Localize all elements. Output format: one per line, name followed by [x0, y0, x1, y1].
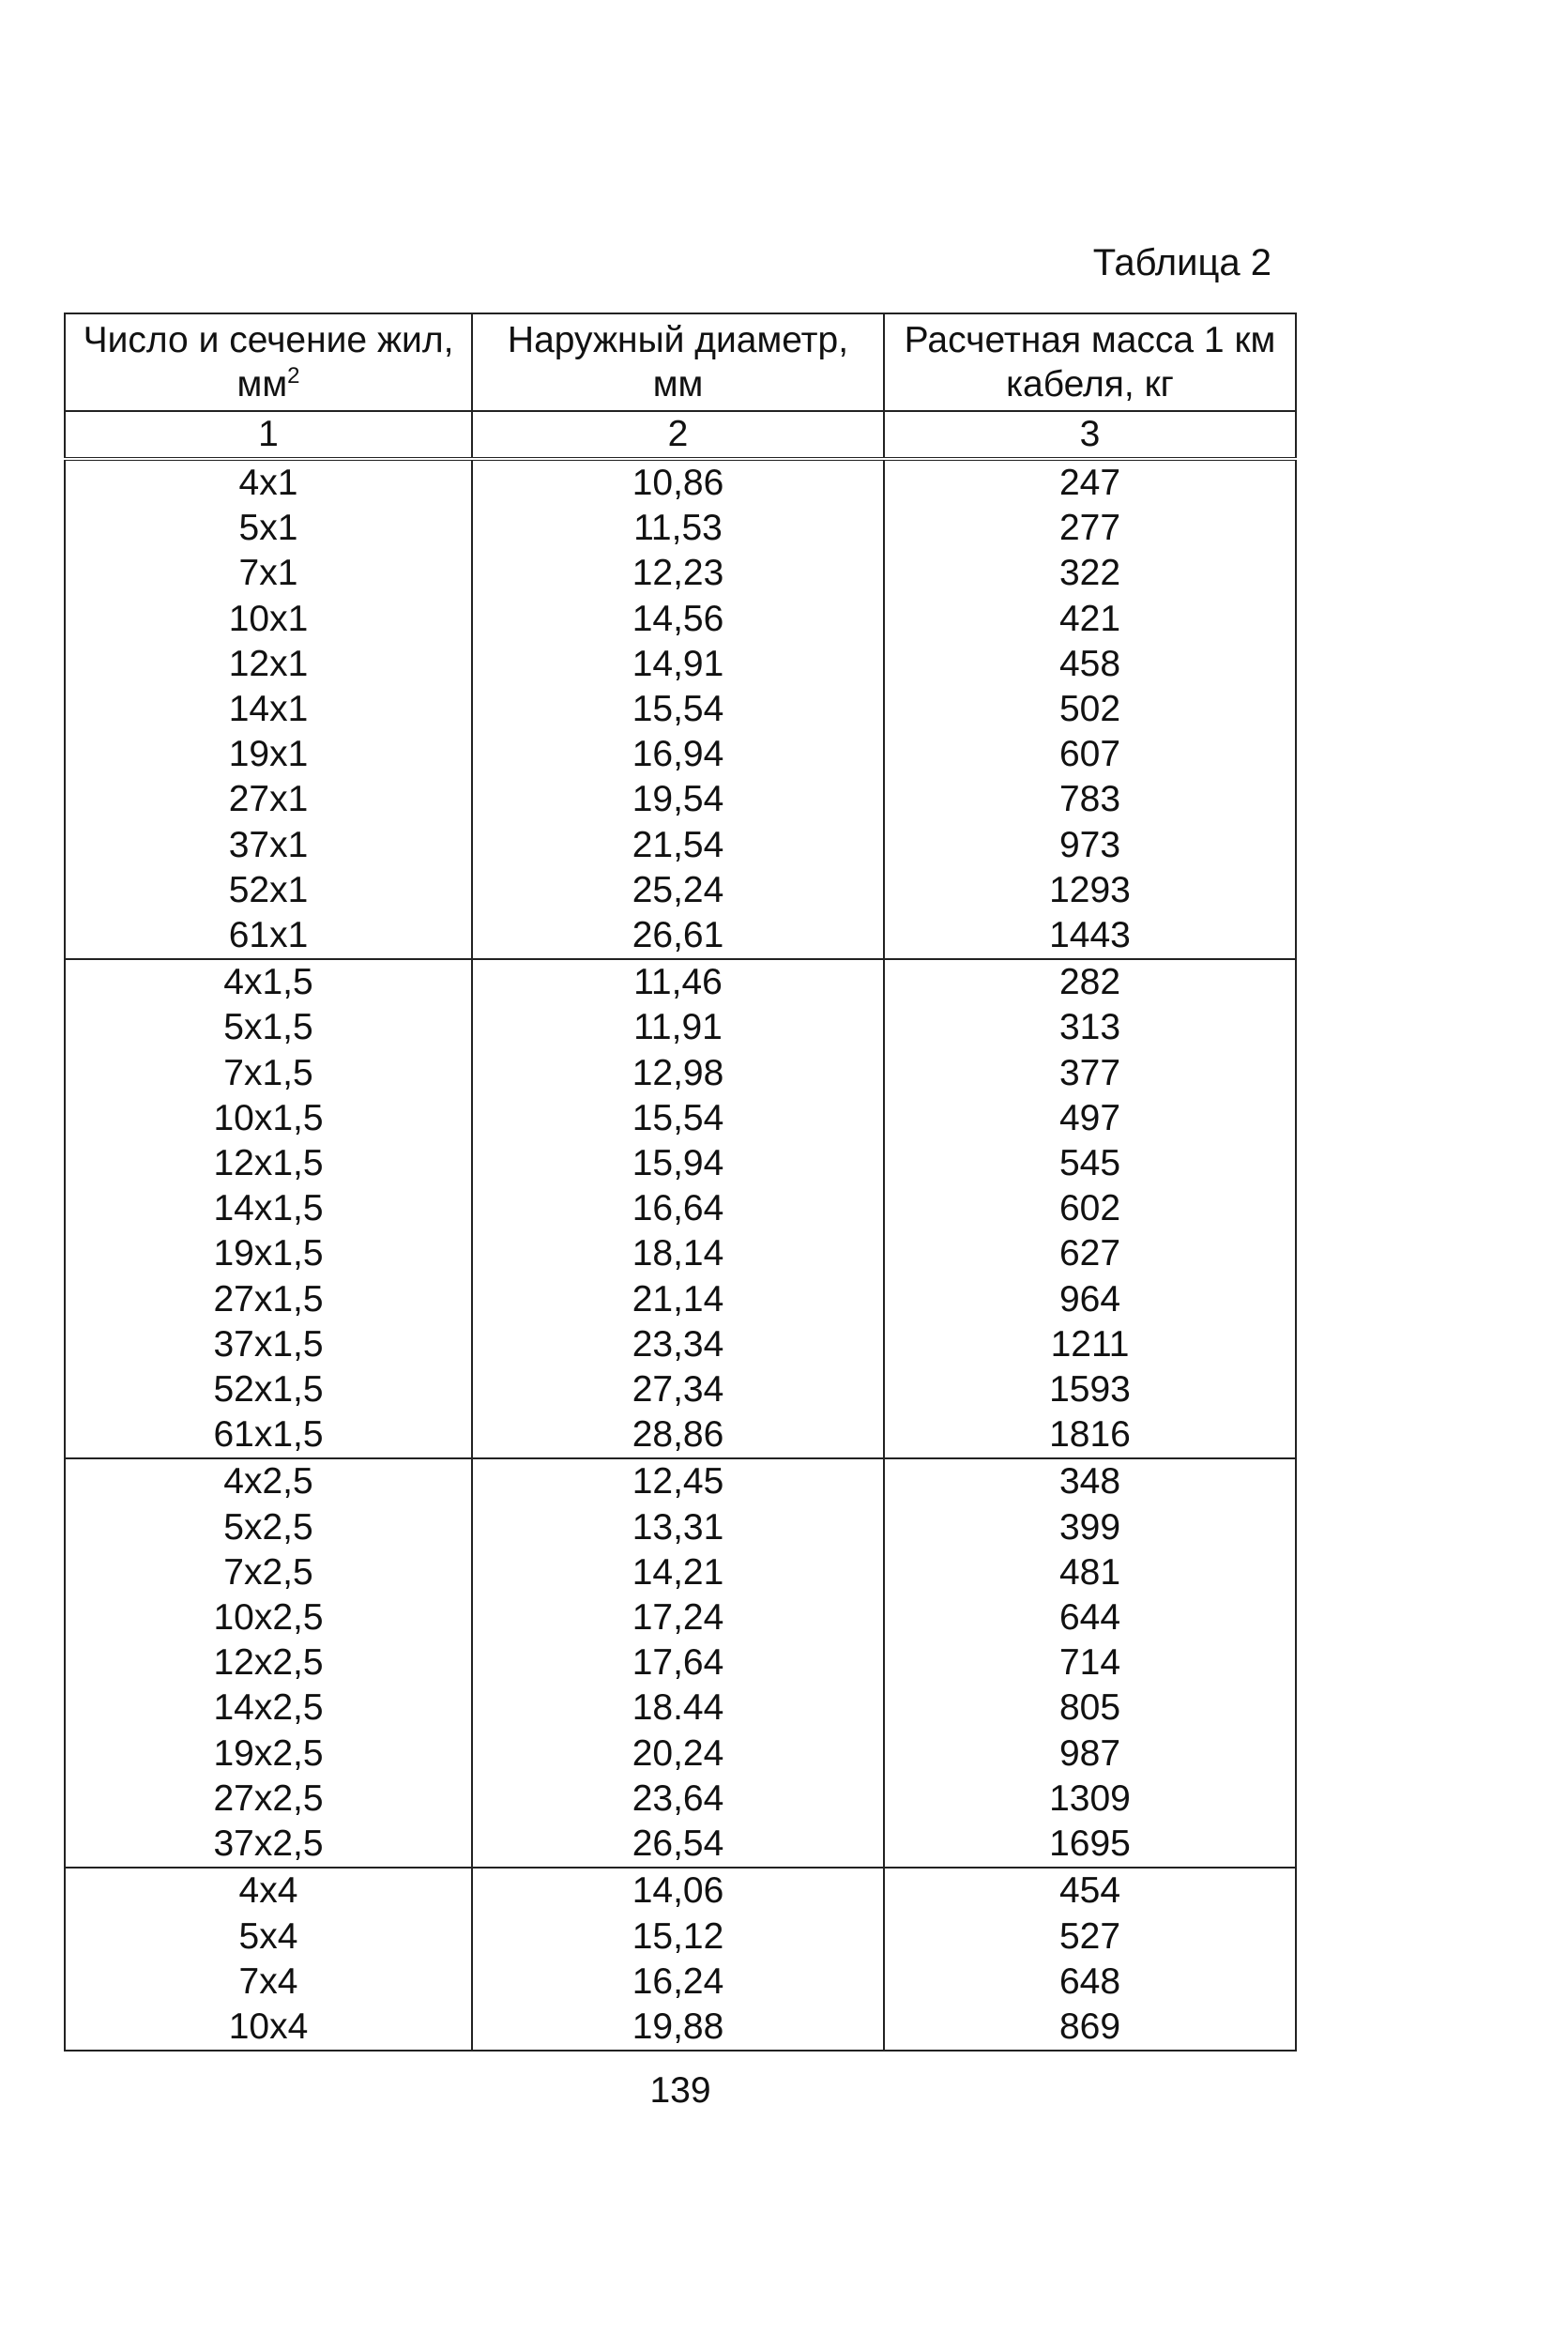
cell-mass: 987 [884, 1731, 1296, 1777]
cell-diameter: 27,34 [472, 1367, 884, 1412]
column-header-section-label: Число и сечение жил, мм [83, 320, 454, 404]
table-row [65, 506, 1296, 551]
cell-mass: 973 [884, 823, 1296, 868]
page-number: 139 [649, 2070, 711, 2111]
cell-section: 12х2,5 [65, 1640, 472, 1685]
table-row [65, 1051, 1296, 1096]
column-number-1: 1 [65, 411, 472, 459]
cell-diameter: 11,53 [472, 506, 884, 551]
cell-diameter: 21,14 [472, 1277, 884, 1322]
table-row [65, 1186, 1296, 1231]
cell-mass: 1593 [884, 1367, 1296, 1412]
cell-diameter: 12,98 [472, 1051, 884, 1096]
table-body [65, 459, 1296, 2051]
cell-mass: 377 [884, 1051, 1296, 1096]
cell-mass: 545 [884, 1141, 1296, 1186]
table-row [65, 1640, 1296, 1685]
cell-diameter: 26,54 [472, 1822, 884, 1868]
table-row [65, 1960, 1296, 2005]
cell-mass: 348 [884, 1458, 1296, 1504]
table-row [65, 1096, 1296, 1141]
table-row [65, 1367, 1296, 1412]
column-header-section-superscript: 2 [287, 363, 300, 389]
cell-section: 7х4 [65, 1960, 472, 2005]
cell-section: 61х1 [65, 913, 472, 959]
table-row [65, 1277, 1296, 1322]
table-row [65, 1231, 1296, 1276]
cell-section: 19х1 [65, 732, 472, 777]
cell-diameter: 15,12 [472, 1914, 884, 1960]
cell-section: 10х2,5 [65, 1595, 472, 1640]
cell-section: 37х1,5 [65, 1322, 472, 1367]
cell-section: 12х1 [65, 642, 472, 687]
cell-section: 14х2,5 [65, 1685, 472, 1731]
table-row [65, 1595, 1296, 1640]
cell-section: 5х1,5 [65, 1005, 472, 1050]
column-number-3: 3 [884, 411, 1296, 459]
cell-mass: 1695 [884, 1822, 1296, 1868]
cell-section: 5х1 [65, 506, 472, 551]
cell-section: 27х1,5 [65, 1277, 472, 1322]
cell-diameter: 19,88 [472, 2005, 884, 2051]
cell-diameter: 14,06 [472, 1868, 884, 1914]
cell-section: 52х1 [65, 868, 472, 913]
cell-mass: 1309 [884, 1777, 1296, 1822]
cell-mass: 282 [884, 959, 1296, 1005]
cell-section: 10х4 [65, 2005, 472, 2051]
cell-section: 27х2,5 [65, 1777, 472, 1822]
cell-section: 61х1,5 [65, 1412, 472, 1458]
cell-mass: 313 [884, 1005, 1296, 1050]
column-number-row [65, 411, 1296, 459]
cell-mass: 869 [884, 2005, 1296, 2051]
table-row [65, 1005, 1296, 1050]
cell-diameter: 15,54 [472, 687, 884, 732]
cell-section: 52х1,5 [65, 1367, 472, 1412]
cell-section: 27х1 [65, 777, 472, 822]
cell-diameter: 16,94 [472, 732, 884, 777]
table-row [65, 1914, 1296, 1960]
table-row [65, 642, 1296, 687]
cell-mass: 497 [884, 1096, 1296, 1141]
column-header-section [65, 313, 472, 411]
cell-section: 4х1,5 [65, 959, 472, 1005]
cell-mass: 527 [884, 1914, 1296, 1960]
cell-diameter: 17,24 [472, 1595, 884, 1640]
table-row [65, 1412, 1296, 1458]
cell-diameter: 25,24 [472, 868, 884, 913]
cell-mass: 1293 [884, 868, 1296, 913]
cell-diameter: 18.44 [472, 1685, 884, 1731]
table-row [65, 2005, 1296, 2051]
cell-diameter: 23,64 [472, 1777, 884, 1822]
table-row [65, 732, 1296, 777]
cell-section: 37х1 [65, 823, 472, 868]
cell-section: 10х1 [65, 597, 472, 642]
cell-diameter: 11,46 [472, 959, 884, 1005]
table-row [65, 823, 1296, 868]
cell-diameter: 12,23 [472, 551, 884, 596]
cell-diameter: 14,91 [472, 642, 884, 687]
cell-mass: 502 [884, 687, 1296, 732]
column-header-diameter: Наружный диаметр, мм [472, 313, 884, 411]
cell-mass: 602 [884, 1186, 1296, 1231]
cell-diameter: 21,54 [472, 823, 884, 868]
cell-mass: 454 [884, 1868, 1296, 1914]
cell-section: 10х1,5 [65, 1096, 472, 1141]
cell-section: 19х2,5 [65, 1731, 472, 1777]
cell-mass: 627 [884, 1231, 1296, 1276]
cell-diameter: 12,45 [472, 1458, 884, 1504]
cell-diameter: 13,31 [472, 1505, 884, 1550]
cell-mass: 783 [884, 777, 1296, 822]
cell-diameter: 20,24 [472, 1731, 884, 1777]
cell-section: 12х1,5 [65, 1141, 472, 1186]
table-row [65, 959, 1296, 1005]
cell-mass: 805 [884, 1685, 1296, 1731]
cell-diameter: 11,91 [472, 1005, 884, 1050]
table-row [65, 777, 1296, 822]
cell-section: 5х2,5 [65, 1505, 472, 1550]
cell-mass: 247 [884, 459, 1296, 506]
header-row [65, 313, 1296, 411]
table-row [65, 597, 1296, 642]
cell-mass: 277 [884, 506, 1296, 551]
table-row [65, 868, 1296, 913]
cell-section: 7х1,5 [65, 1051, 472, 1096]
cell-diameter: 10,86 [472, 459, 884, 506]
cell-diameter: 15,94 [472, 1141, 884, 1186]
table-row [65, 1141, 1296, 1186]
table-row [65, 1822, 1296, 1868]
cell-mass: 458 [884, 642, 1296, 687]
cell-diameter: 28,86 [472, 1412, 884, 1458]
cell-diameter: 18,14 [472, 1231, 884, 1276]
cell-section: 4х4 [65, 1868, 472, 1914]
cell-mass: 607 [884, 732, 1296, 777]
cell-mass: 399 [884, 1505, 1296, 1550]
cell-section: 4х1 [65, 459, 472, 506]
table-row [65, 1505, 1296, 1550]
cell-diameter: 17,64 [472, 1640, 884, 1685]
cell-diameter: 19,54 [472, 777, 884, 822]
cell-mass: 421 [884, 597, 1296, 642]
table-row [65, 1777, 1296, 1822]
cell-section: 4х2,5 [65, 1458, 472, 1504]
cell-diameter: 23,34 [472, 1322, 884, 1367]
cell-mass: 1211 [884, 1322, 1296, 1367]
cell-diameter: 16,24 [472, 1960, 884, 2005]
cell-mass: 714 [884, 1640, 1296, 1685]
cell-section: 7х2,5 [65, 1550, 472, 1595]
cell-diameter: 26,61 [472, 913, 884, 959]
cell-mass: 1443 [884, 913, 1296, 959]
table-row [65, 1322, 1296, 1367]
cell-diameter: 16,64 [472, 1186, 884, 1231]
cell-diameter: 14,21 [472, 1550, 884, 1595]
cell-section: 19х1,5 [65, 1231, 472, 1276]
table-row [65, 1685, 1296, 1731]
cable-data-table [64, 313, 1297, 2052]
cell-section: 14х1 [65, 687, 472, 732]
table-row [65, 459, 1296, 506]
cell-section: 37х2,5 [65, 1822, 472, 1868]
cell-section: 14х1,5 [65, 1186, 472, 1231]
table-row [65, 1868, 1296, 1914]
cell-section: 5х4 [65, 1914, 472, 1960]
table-row [65, 687, 1296, 732]
table-row [65, 1458, 1296, 1504]
table-row [65, 913, 1296, 959]
table-header [65, 313, 1296, 459]
table-row [65, 1550, 1296, 1595]
cell-mass: 964 [884, 1277, 1296, 1322]
cell-mass: 648 [884, 1960, 1296, 2005]
cell-mass: 644 [884, 1595, 1296, 1640]
cell-mass: 1816 [884, 1412, 1296, 1458]
cell-diameter: 14,56 [472, 597, 884, 642]
cell-mass: 481 [884, 1550, 1296, 1595]
table-row [65, 551, 1296, 596]
cell-diameter: 15,54 [472, 1096, 884, 1141]
cell-mass: 322 [884, 551, 1296, 596]
table-row [65, 1731, 1296, 1777]
column-header-mass: Расчетная масса 1 км кабеля, кг [884, 313, 1296, 411]
table-caption: Таблица 2 [1092, 242, 1271, 283]
column-number-2: 2 [472, 411, 884, 459]
cell-section: 7х1 [65, 551, 472, 596]
